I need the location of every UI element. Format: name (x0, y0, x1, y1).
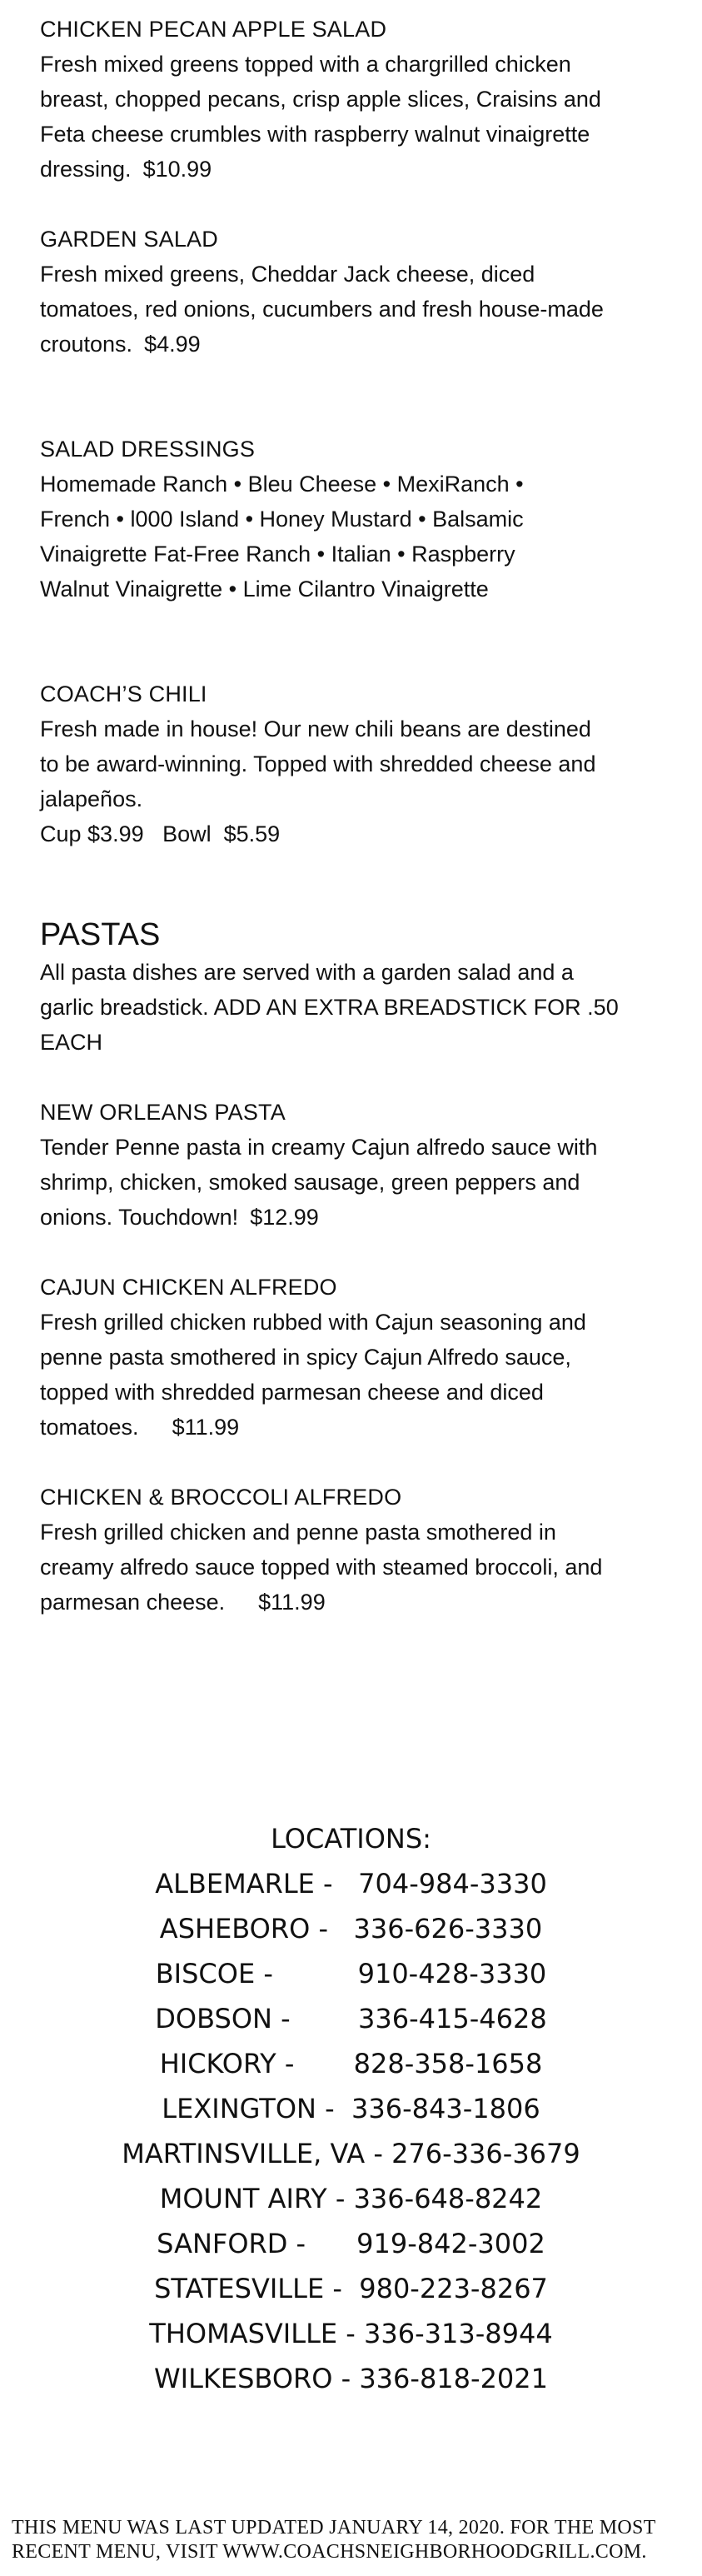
item-name: GARDEN SALAD (40, 227, 218, 252)
location-thomasville: THOMASVILLE - 336-313-8944 (149, 2318, 553, 2349)
location-wilkesboro: WILKESBORO - 336-818-2021 (154, 2363, 548, 2394)
location-mount-airy: MOUNT AIRY - 336-648-8242 (159, 2183, 543, 2214)
location-dobson: DOBSON - 336-415-4628 (155, 2003, 547, 2034)
item-price: $11.99 (258, 1590, 326, 1615)
location-biscoe: BISCOE - 910-428-3330 (155, 1958, 547, 1989)
item-description (40, 1305, 640, 1445)
menu-item-chicken-broccoli-alfredo (40, 1480, 648, 1620)
location-albemarle: ALBEMARLE - 704-984-3330 (155, 1868, 547, 1900)
location-martinsville: MARTINSVILLE, VA - 276-336-3679 (122, 2138, 580, 2169)
item-price: $10.99 (142, 157, 212, 182)
location-sanford: SANFORD - 919-842-3002 (157, 2228, 545, 2259)
item-price: $11.99 (172, 1415, 240, 1440)
menu-item-coachs-chili (40, 676, 648, 851)
item-name: CAJUN CHICKEN ALFREDO (40, 1275, 337, 1300)
item-name: NEW ORLEANS PASTA (40, 1100, 286, 1125)
item-description (40, 1130, 640, 1235)
item-price: $12.99 (250, 1205, 319, 1230)
item-description-text: Fresh grilled chicken rubbed with Cajun seasoning and penne pasta smothered in spicy Cajun Alfredo sauce, topped with shredded parmesan cheese and diced tomatoes. (40, 1310, 586, 1440)
item-description-text: Fresh mixed greens, Cheddar Jack cheese, diced tomatoes, red onions, cucumbers and fresh house-made croutons. (40, 262, 604, 357)
menu-content (40, 12, 656, 1620)
item-price: $4.99 (144, 332, 201, 357)
menu-item-cajun-chicken-alfredo (40, 1270, 648, 1445)
item-description-text: Tender Penne pasta in creamy Cajun alfredo sauce with shrimp, chicken, smoked sausage, green peppers and onions. Touchdown! (40, 1135, 598, 1230)
item-name: CHICKEN PECAN APPLE SALAD (40, 17, 387, 42)
footer-note: THIS MENU WAS LAST UPDATED JANUARY 14, 2020. FOR THE MOST RECENT MENU, VISIT WWW.COACHSNEIGHBORHOODGRILL.COM. (12, 2517, 656, 2563)
item-description (40, 257, 623, 362)
item-name: COACH’S CHILI (40, 681, 207, 706)
item-description (40, 47, 640, 187)
item-description-text: Fresh mixed greens topped with a chargrilled chicken breast, chopped pecans, crisp apple slices, Craisins and Feta cheese crumbles with raspberry walnut vinaigrette dressing. (40, 52, 601, 182)
pastas-section (40, 915, 648, 1620)
item-description: Fresh made in house! Our new chili beans are destined to be award-winning. Topped with shredded cheese and jalapeños. (40, 716, 596, 811)
section-title: PASTAS (40, 917, 161, 952)
menu-item-new-orleans-pasta (40, 1095, 648, 1235)
menu-item-chicken-pecan-apple-salad (40, 12, 648, 187)
item-description-text: Fresh grilled chicken and penne pasta smothered in creamy alfredo sauce topped with steamed broccoli, and parmesan cheese. (40, 1520, 603, 1615)
item-description (40, 1515, 623, 1620)
item-name: SALAD DRESSINGS (40, 437, 256, 462)
locations-list (0, 1816, 702, 2401)
item-name: CHICKEN & BROCCOLI ALFREDO (40, 1485, 402, 1510)
section-intro: All pasta dishes are served with a garden salad and a garlic breadstick. ADD AN EXTRA BREADSTICK FOR .50 EACH (40, 960, 619, 1055)
location-lexington: LEXINGTON - 336-843-1806 (162, 2093, 540, 2124)
location-hickory: HICKORY - 828-358-1658 (159, 2048, 543, 2079)
location-statesville: STATESVILLE - 980-223-8267 (154, 2273, 548, 2304)
locations-title: LOCATIONS: (271, 1823, 431, 1855)
menu-item-garden-salad (40, 222, 648, 362)
salad-dressings (40, 432, 648, 607)
dressings-list: Homemade Ranch • Bleu Cheese • MexiRanch • French • l000 Island • Honey Mustard • Balsamic Vinaigrette Fat-Free Ranch • Italian • Raspberry Walnut Vinaigrette • Lime Cilantro Vinaigrette (40, 472, 524, 602)
item-prices: Cup $3.99 Bowl $5.59 (40, 821, 281, 846)
location-asheboro: ASHEBORO - 336-626-3330 (159, 1913, 543, 1944)
